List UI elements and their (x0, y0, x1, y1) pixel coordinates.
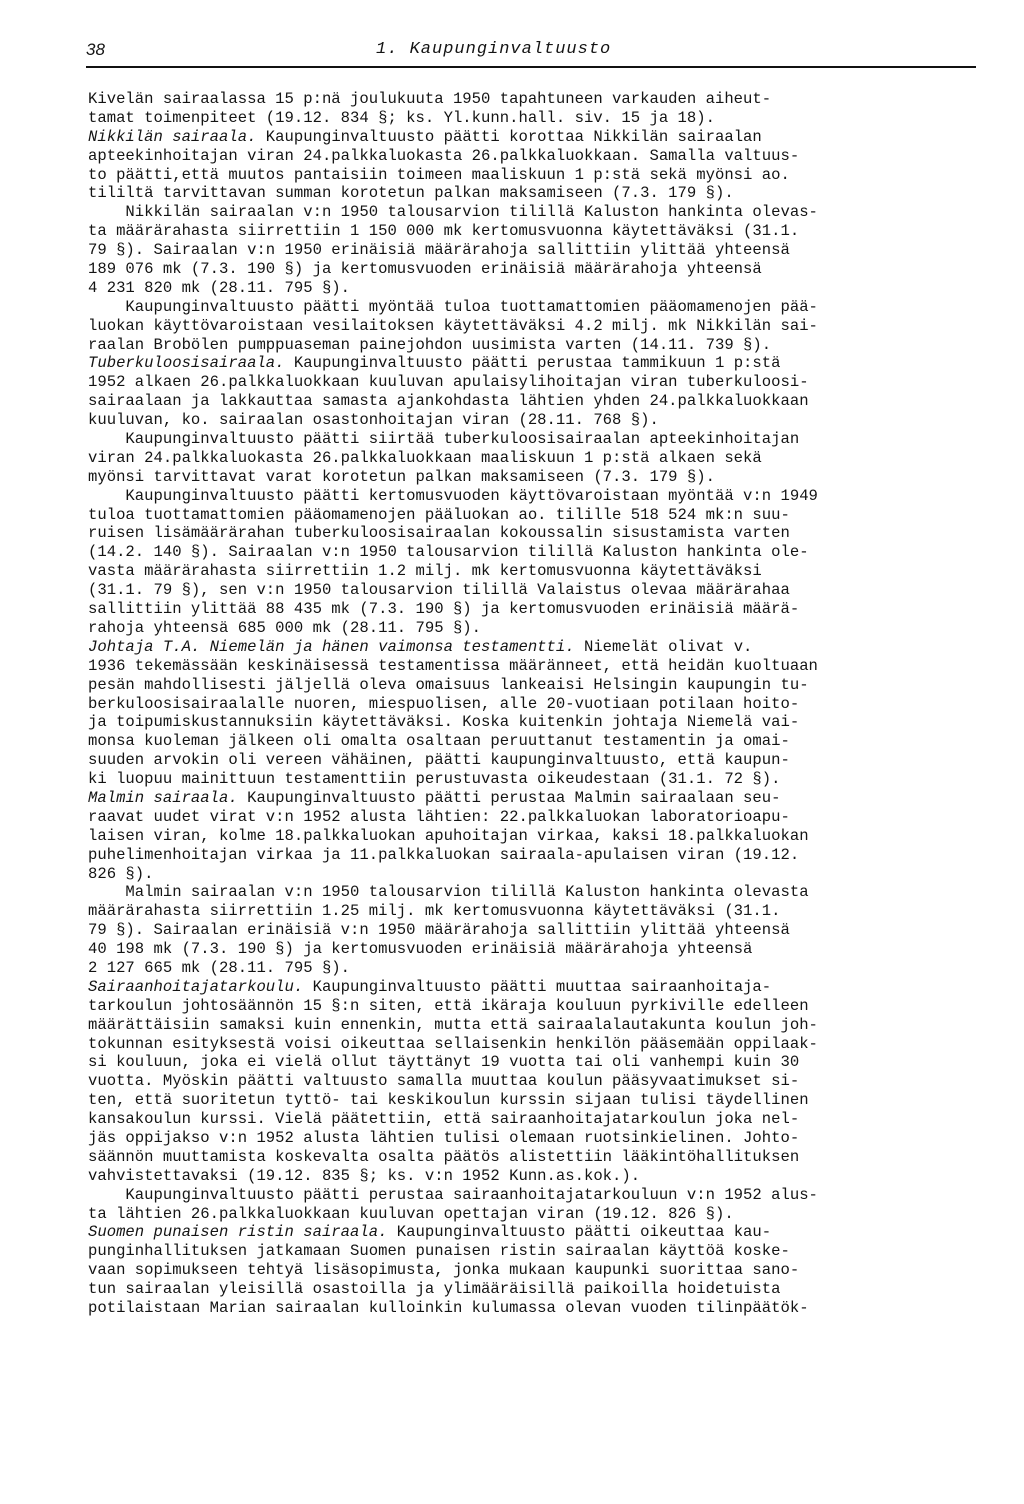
text-line (88, 166, 988, 185)
line-text: ta lähtien 26.palkkaluokkaan kuuluvan opettajan viran (19.12. 826 §). (88, 1204, 734, 1223)
text-line (88, 487, 988, 506)
line-text: ta määrärahasta siirrettiin 1 150 000 mk kertomusvuonna käytettäväksi (31.1. (88, 222, 800, 241)
line-text: 79 §). Sairaalan v:n 1950 erinäisiä määrärahoja sallittiin ylittää yhteensä (88, 241, 790, 260)
line-text: 1952 alkaen 26.palkkaluokkaan kuuluvan apulaisylihoitajan viran tuberkuloosi- (88, 373, 809, 392)
text-line (88, 1035, 988, 1054)
text-line (88, 449, 988, 468)
line-text: rahoja yhteensä 685 000 mk (28.11. 795 §). (88, 618, 482, 637)
line-text: laisen viran, kolme 18.palkkaluokan apuhoitajan virkaa, kaksi 18.palkkaluokan (88, 826, 809, 845)
line-text: tamat toimenpiteet (19.12. 834 §; ks. Yl.kunn.hall. siv. 15 ja 18). (88, 108, 715, 127)
text-line (88, 676, 988, 695)
line-text: 189 076 mk (7.3. 190 §) ja kertomusvuoden erinäisiä määrärahoja yhteensä (88, 260, 762, 279)
line-text: monsa kuoleman jälkeen oli omalta osaltaan peruuttanut testamentin ja omai- (88, 732, 790, 751)
line-text: si kouluun, joka ei vielä ollut täyttänyt 19 vuotta tai oli vanhempi kuin 30 (88, 1053, 800, 1072)
text-line (88, 524, 988, 543)
line-text: tuloa tuottamattomien pääomamenojen pääluokan ao. tilille 518 524 mk:n suu- (88, 505, 790, 524)
text-line (88, 184, 988, 203)
line-text: jäs oppijakso v:n 1952 alusta lähtien tulisi olemaan ruotsinkielinen. Johto- (88, 1128, 800, 1147)
text-line (88, 373, 988, 392)
line-text: Kaupunginvaltuusto päätti kertomusvuoden käyttövaroistaan myöntää v:n 1949 (88, 486, 818, 505)
line-text: Kaupunginvaltuusto päätti muuttaa sairaanhoitaja- (303, 977, 772, 996)
text-line (88, 902, 988, 921)
line-text: ten, että suoritetun tyttö- tai keskikoulun kurssin sijaan tulisi täydellinen (88, 1091, 809, 1110)
text-line (88, 713, 988, 732)
text-line (88, 317, 988, 336)
line-text: kansakoulun kurssi. Vielä päätettiin, että sairaanhoitajatarkoulun joka nel- (88, 1110, 800, 1129)
text-line (88, 638, 988, 657)
text-line (88, 827, 988, 846)
text-line (88, 600, 988, 619)
text-line (88, 1167, 988, 1186)
line-text: myönsi tarvittavat varat korotetun palkan maksamiseen (7.3. 179 §). (88, 467, 715, 486)
text-line (88, 203, 988, 222)
text-line (88, 978, 988, 997)
line-text: Malmin sairaalan v:n 1950 talousarvion tilillä Kaluston hankinta olevasta (88, 883, 809, 902)
line-text: vahvistettavaksi (19.12. 835 §; ks. v:n 1952 Kunn.as.kok.). (88, 1166, 641, 1185)
section-heading: Malmin sairaala. (88, 788, 238, 807)
line-text: (14.2. 140 §). Sairaalan v:n 1950 talousarvion tilillä Kaluston hankinta ole- (88, 543, 809, 562)
text-line (88, 241, 988, 260)
text-line (88, 1205, 988, 1224)
line-text: sallittiin ylittää 88 435 mk (7.3. 190 §) ja kertomusvuoden erinäisiä määrä- (88, 600, 800, 619)
line-text: Kaupunginvaltuusto päätti korottaa Nikkilän sairaalan (256, 127, 762, 146)
text-line (88, 562, 988, 581)
line-text: 4 231 820 mk (28.11. 795 §). (88, 278, 351, 297)
line-text: määrärahasta siirrettiin 1.25 milj. mk kertomusvuonna käytettäväksi (31.1. (88, 902, 781, 921)
line-text: Kaupunginvaltuusto päätti oikeuttaa kau- (387, 1223, 772, 1242)
text-line (88, 222, 988, 241)
text-line (88, 619, 988, 638)
section-heading: Tuberkuloosisairaala. (88, 354, 285, 373)
text-line (88, 506, 988, 525)
section-heading: Sairaanhoitajatarkoulu. (88, 977, 304, 996)
text-line (88, 354, 988, 373)
line-text: raalan Brobölen pumppuaseman painejohdon uusimista varten (14.11. 739 §). (88, 335, 772, 354)
body-text (88, 90, 988, 1318)
text-line (88, 695, 988, 714)
text-line (88, 1261, 988, 1280)
text-line (88, 1148, 988, 1167)
line-text: (31.1. 79 §), sen v:n 1950 talousarvion tilillä Valaistus olevaa määrärahaa (88, 581, 790, 600)
page-header (86, 36, 976, 70)
text-line (88, 279, 988, 298)
text-line (88, 543, 988, 562)
text-line (88, 940, 988, 959)
line-text: berkuloosisairaalalle nuoren, miespuolisen, alle 20-vuotiaan potilaan hoito- (88, 694, 800, 713)
running-title: 1. Kaupunginvaltuusto (376, 40, 612, 59)
text-line (88, 1129, 988, 1148)
line-text: Kaupunginvaltuusto päätti perustaa sairaanhoitajatarkouluun v:n 1952 alus- (88, 1185, 818, 1204)
line-text: pesän mahdollisesti jäljellä oleva omaisuus lankeaisi Helsingin kaupungin tu- (88, 675, 809, 694)
line-text: Kaupunginvaltuusto päätti perustaa tammikuun 1 p:stä (284, 354, 781, 373)
text-line (88, 997, 988, 1016)
text-line (88, 1072, 988, 1091)
text-line (88, 770, 988, 789)
text-line (88, 147, 988, 166)
line-text: Kivelän sairaalassa 15 p:nä joulukuuta 1950 tapahtuneen varkauden aiheut- (88, 90, 772, 108)
text-line (88, 109, 988, 128)
line-text: säännön muuttamista koskevalta osalta päätös alistettiin lääkintöhallituksen (88, 1147, 800, 1166)
text-line (88, 468, 988, 487)
text-line (88, 411, 988, 430)
text-line (88, 1223, 988, 1242)
text-line (88, 959, 988, 978)
text-line (88, 865, 988, 884)
header-rule (86, 66, 976, 68)
text-line (88, 883, 988, 902)
line-text: 79 §). Sairaalan erinäisiä v:n 1950 määrärahoja sallittiin ylittää yhteensä (88, 921, 790, 940)
line-text: 40 198 mk (7.3. 190 §) ja kertomusvuoden erinäisiä määrärahoja yhteensä (88, 940, 753, 959)
page-number: 38 (86, 40, 105, 59)
line-text: suuden arvokin oli vereen vähäinen, päätti kaupunginvaltuusto, että kaupun- (88, 751, 790, 770)
line-text: vuotta. Myöskin päätti valtuusto samalla muuttaa koulun pääsyvaatimukset si- (88, 1072, 800, 1091)
text-line (88, 808, 988, 827)
line-text: tokunnan esityksestä voisi oikeuttaa sellaisenkin henkilön pääsemään oppilaak- (88, 1034, 818, 1053)
line-text: vaan sopimukseen tehtyä lisäsopimusta, jonka mukaan kaupunki suorittaa sano- (88, 1261, 800, 1280)
section-heading: Johtaja T.A. Niemelän ja hänen vaimonsa testamentti. (88, 637, 575, 656)
text-line (88, 1280, 988, 1299)
line-text: raavat uudet virat v:n 1952 alusta lähtien: 22.palkkaluokan laboratorioapu- (88, 807, 790, 826)
line-text: ruisen lisämäärärahan tuberkuloosisairaalan kokoussalin sisustamista varten (88, 524, 790, 543)
line-text: tililtä tarvittavan summan korotetun palkan maksamiseen (7.3. 179 §). (88, 184, 734, 203)
line-text: ja toipumiskustannuksiin käytettäväksi. Koska kuitenkin johtaja Niemelä vai- (88, 713, 800, 732)
line-text: luokan käyttövaroistaan vesilaitoksen käytettäväksi 4.2 milj. mk Nikkilän sai- (88, 316, 818, 335)
text-line (88, 90, 988, 109)
line-text: to päätti,että muutos pantaisiin toimeen maaliskuun 1 p:stä sekä myönsi ao. (88, 165, 790, 184)
text-line (88, 789, 988, 808)
line-text: Niemelät olivat v. (574, 637, 753, 656)
line-text: puhelimenhoitajan virkaa ja 11.palkkaluokan sairaala-apulaisen viran (19.12. (88, 845, 800, 864)
text-line (88, 1299, 988, 1318)
text-line (88, 392, 988, 411)
line-text: vasta määrärahasta siirrettiin 1.2 milj. mk kertomusvuonna käytettäväksi (88, 562, 762, 581)
line-text: punginhallituksen jatkamaan Suomen punaisen ristin sairaalan käyttöä koske- (88, 1242, 790, 1261)
line-text: kuuluvan, ko. sairaalan osastonhoitajan viran (28.11. 768 §). (88, 411, 659, 430)
line-text: 2 127 665 mk (28.11. 795 §). (88, 958, 351, 977)
line-text: määrättäisiin samaksi kuin ennenkin, mutta että sairaalalautakunta koulun joh- (88, 1015, 818, 1034)
section-heading: Nikkilän sairaala. (88, 127, 257, 146)
line-text: 826 §). (88, 864, 154, 883)
text-line (88, 298, 988, 317)
text-line (88, 336, 988, 355)
line-text: Kaupunginvaltuusto päätti siirtää tuberkuloosisairaalan apteekinhoitajan (88, 430, 800, 449)
line-text: tun sairaalan yleisillä osastoilla ja ylimääräisillä paikoilla hoidetuista (88, 1280, 781, 1299)
text-line (88, 657, 988, 676)
text-line (88, 1110, 988, 1129)
line-text: sairaalaan ja lakkauttaa samasta ajankohdasta lähtien yhden 24.palkkaluokkaan (88, 392, 809, 411)
line-text: Kaupunginvaltuusto päätti myöntää tuloa tuottamattomien pääomamenojen pää- (88, 297, 818, 316)
line-text: Nikkilän sairaalan v:n 1950 talousarvion tilillä Kaluston hankinta olevas- (88, 203, 818, 222)
text-line (88, 260, 988, 279)
section-heading: Suomen punaisen ristin sairaala. (88, 1223, 388, 1242)
line-text: 1936 tekemässään keskinäisessä testamentissa määränneet, että heidän kuoltuaan (88, 656, 818, 675)
line-text: tarkoulun johtosäännön 15 §:n siten, että ikäraja kouluun pyrkiville edelleen (88, 996, 809, 1015)
text-line (88, 751, 988, 770)
text-line (88, 732, 988, 751)
line-text: apteekinhoitajan viran 24.palkkaluokasta 26.palkkaluokkaan. Samalla valtuus- (88, 146, 800, 165)
line-text: potilaistaan Marian sairaalan kulloinkin kulumassa olevan vuoden tilinpäätök- (88, 1299, 809, 1317)
text-line (88, 1091, 988, 1110)
line-text: Kaupunginvaltuusto päätti perustaa Malmin sairaalaan seu- (237, 788, 781, 807)
line-text: viran 24.palkkaluokasta 26.palkkaluokkaan maaliskuun 1 p:stä alkaen sekä (88, 448, 762, 467)
text-line (88, 581, 988, 600)
text-line (88, 1242, 988, 1261)
text-line (88, 128, 988, 147)
text-line (88, 1053, 988, 1072)
text-line (88, 921, 988, 940)
text-line (88, 846, 988, 865)
text-line (88, 1186, 988, 1205)
text-line (88, 430, 988, 449)
text-line (88, 1016, 988, 1035)
line-text: ki luopuu mainittuun testamenttiin perustuvasta oikeudestaan (31.1. 72 §). (88, 770, 781, 789)
